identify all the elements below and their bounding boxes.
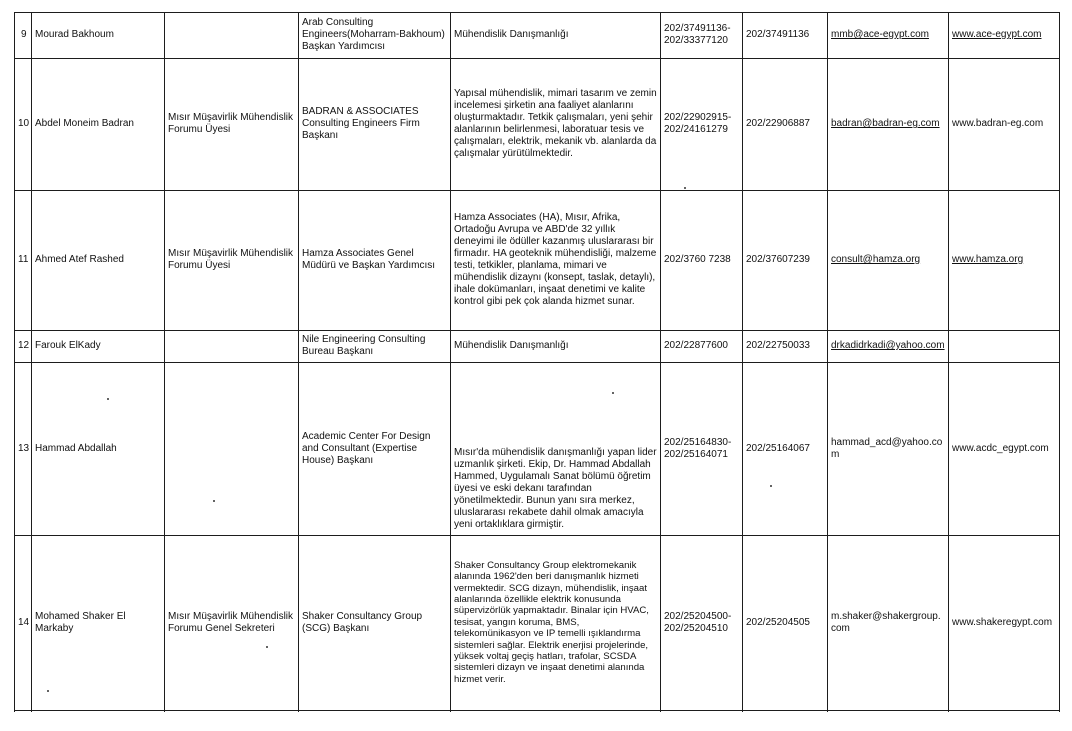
- email-link[interactable]: badran@badran-eg.com: [831, 118, 940, 129]
- scan-speck: [770, 485, 772, 487]
- person-name: Ahmed Atef Rashed: [35, 254, 124, 265]
- phone: 202/25204500-202/25204510: [664, 610, 732, 634]
- company-title: Hamza Associates Genel Müdürü ve Başkan Yardımcısı: [302, 248, 436, 271]
- website-text: www.badran-eg.com: [952, 118, 1044, 129]
- person-name: Abdel Moneim Badran: [35, 118, 134, 129]
- email-link[interactable]: drkadidrkadi@yahoo.com: [831, 340, 945, 351]
- scan-speck: [684, 187, 686, 189]
- activity-description: Mühendislik Danışmanlığı: [454, 29, 569, 40]
- contact-table: [14, 12, 1060, 712]
- phone: 202/3760 7238: [664, 254, 731, 265]
- company-title: Shaker Consultancy Group (SCG) Başkanı: [302, 610, 423, 634]
- email-text: hammad_acd@yahoo.com: [831, 436, 943, 460]
- row-number: 10: [18, 118, 30, 129]
- company-title: BADRAN & ASSOCIATES Consulting Engineers Firm Başkanı: [302, 106, 420, 141]
- phone: 202/22902915-202/24161279: [664, 112, 732, 135]
- row-number: 13: [18, 442, 30, 454]
- fax: 202/37491136: [746, 29, 810, 40]
- scan-speck: [213, 500, 215, 502]
- website-text: [949, 330, 1059, 362]
- person-name: Mohamed Shaker El Markaby: [35, 610, 126, 634]
- scan-speck: [266, 646, 268, 648]
- website-link[interactable]: www.hamza.org: [952, 254, 1024, 265]
- email-text: m.shaker@shakergroup.com: [831, 610, 941, 634]
- phone: 202/37491136-202/33377120: [664, 23, 731, 46]
- activity-description: Mühendislik Danışmanlığı: [454, 340, 569, 351]
- company-title: Arab Consulting Engineers(Moharram-Bakhoum) Başkan Yardımcısı: [302, 17, 445, 52]
- row-number: 14: [18, 616, 30, 628]
- email-link[interactable]: mmb@ace-egypt.com: [831, 29, 929, 40]
- row-number: 12: [18, 340, 30, 351]
- person-name: Farouk ElKady: [35, 340, 101, 351]
- person-name: Mourad Bakhoum: [35, 29, 114, 40]
- website-link[interactable]: www.ace-egypt.com: [952, 29, 1042, 40]
- scan-speck: [612, 392, 614, 394]
- phone: 202/25164830-202/25164071: [664, 436, 732, 460]
- company-title: Academic Center For Design and Consultant (Expertise House) Başkanı: [302, 430, 431, 466]
- fax: 202/25204505: [746, 616, 810, 628]
- row-number: 11: [18, 254, 29, 265]
- table-border-bottom: [14, 710, 1060, 711]
- activity-description: Shaker Consultancy Group elektromekanik alanında 1962'den beri danışmanlık hizmeti vermektedir. SCG dizayn, mühendislik, inşaat alanlarında özellikle elektrik konusunda süpervizörlük yapmaktadır. Binalar için HVAC, tesisat, yangın koruma, BMS, telekomünikasyon ve IP temelli ışıklandırma sistemleri sağlar. Elektrik enerjisi projelerinde, yüksek voltaj geçiş hatları, trafolar, SCSDA sistemleri dizayn ve inşaat denetimi alanında hizmet verir.: [454, 559, 649, 685]
- activity-description: Yapısal mühendislik, mimari tasarım ve zemin incelemesi şirketin ana faaliyet alanlarını oluşturmaktadır. Tetkik çalışmaları, yeni şehir alanlarının belirlenmesi, laboratuar tesis ve çalışmaları, elektrik, mekanik vb. alanlarda da çalışmalar yürütülmektedir.: [454, 88, 657, 159]
- row-number: 9: [21, 29, 27, 40]
- fax: 202/22906887: [746, 118, 810, 129]
- activity-description: Hamza Associates (HA), Mısır, Afrika, Ortadoğu Avrupa ve ABD'de 32 yıllık deneyimi ile ödüller kazanmış uluslararası bir firmadır. HA geoteknik mühendisliği, malzeme testi, tetkikler, planlama, mimari ve mühendislik dizaynı (konsept, taslak, detaylı), ihale dokümanları, inşaat denetimi ve kalite kontrol gibi pek çok alanda hizmet sunar.: [454, 212, 657, 307]
- company-title: Nile Engineering Consulting Bureau Başkanı: [302, 334, 426, 357]
- forum-position: [165, 330, 298, 362]
- forum-position: Mısır Müşavirlik Mühendislik Forumu Üyesi: [168, 112, 294, 135]
- forum-position: Mısır Müşavirlik Mühendislik Forumu Genel Sekreteri: [168, 610, 294, 634]
- email-link[interactable]: consult@hamza.org: [831, 254, 921, 265]
- scan-speck: [47, 690, 49, 692]
- scan-speck: [107, 398, 109, 400]
- forum-position: [165, 12, 298, 58]
- phone: 202/22877600: [664, 340, 728, 351]
- person-name: Hammad Abdallah: [35, 442, 117, 454]
- activity-description: Mısır'da mühendislik danışmanlığı yapan lider uzmanlık şirketi. Ekip, Dr. Hammad Abdallah Hammed, Uygulamalı Sanat bölümü öğretim üyesi ve eski dekanı tarafından yönetilmektedir. Bunun yanı sıra merkez, uluslararası rekabete dahil olmak amacıyla yeni ortaklıklara girmiştir.: [454, 447, 657, 530]
- forum-position: [165, 362, 298, 535]
- fax: 202/22750033: [746, 340, 810, 351]
- fax: 202/37607239: [746, 254, 810, 265]
- website-text: www.shakeregypt.com: [952, 616, 1053, 628]
- fax: 202/25164067: [746, 442, 810, 454]
- website-text: www.acdc_egypt.com: [952, 442, 1049, 454]
- forum-position: Mısır Müşavirlik Mühendislik Forumu Üyesi: [168, 248, 294, 271]
